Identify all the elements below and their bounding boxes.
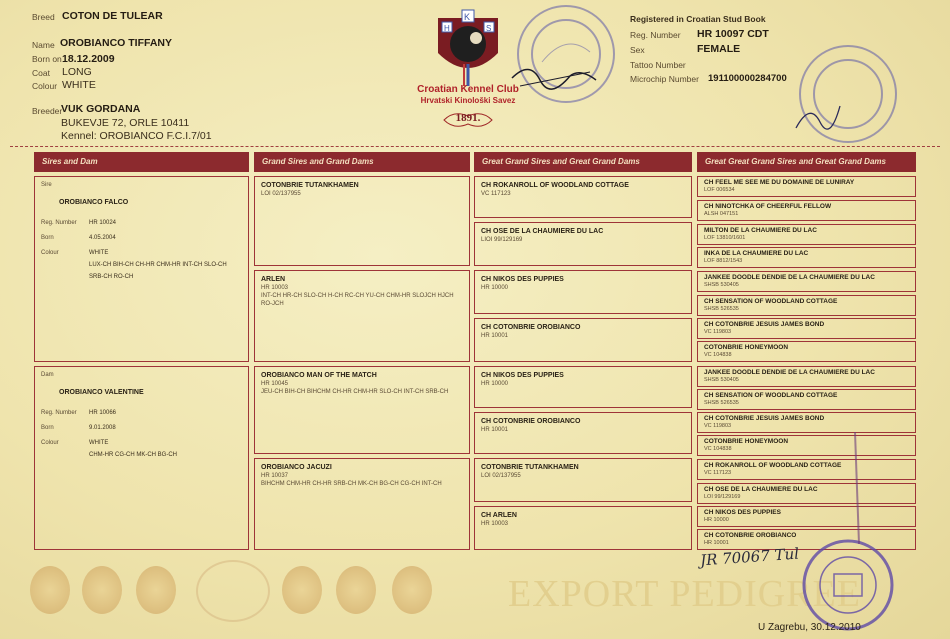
colour-value: WHITE (62, 79, 96, 91)
grand-name: OROBIANCO MAN OF THE MATCH (261, 372, 377, 379)
grand-box (254, 458, 470, 550)
breed-value: COTON DE TULEAR (62, 10, 163, 22)
breeder-address: BUKEVJE 72, ORLE 10411 (61, 117, 190, 129)
great2-reg: LOF 8812/1543 (704, 258, 743, 264)
great2-reg: VC 104838 (704, 352, 732, 358)
grand-reg: HR 10003 (261, 285, 289, 291)
dam-box (34, 366, 249, 550)
medallion-icon (282, 566, 322, 614)
great2-box (697, 200, 916, 221)
great2-reg: HR 10001 (704, 540, 729, 546)
monogram-s: S (486, 24, 492, 33)
great2-box (697, 271, 916, 292)
grand-name: ARLEN (261, 276, 286, 283)
great2-reg: LOF 13810/1601 (704, 235, 746, 241)
great2-name: CH SENSATION OF WOODLAND COTTAGE (704, 392, 838, 399)
dam-reg: HR 10066 (89, 410, 117, 416)
great-box (474, 270, 692, 314)
sex-label: Sex (630, 45, 645, 55)
breeder-label: Breeder (32, 106, 63, 116)
great2-name: COTONBRIE HONEYMOON (704, 438, 789, 445)
colour-label: Colour (32, 81, 58, 91)
great2-reg: SHSB 526535 (704, 400, 739, 406)
great-box (474, 318, 692, 362)
great2-reg: VC 119803 (704, 423, 732, 429)
great2-name: CH FEEL ME SEE ME DU DOMAINE DE LUNIRAY (704, 179, 855, 186)
kss-stamp-icon (800, 536, 896, 634)
great2-box (697, 412, 916, 433)
great2-reg: VC 104838 (704, 446, 732, 452)
great2-reg: HR 10000 (704, 517, 729, 523)
grand-name: COTONBRIE TUTANKHAMEN (261, 182, 359, 189)
great2-name: CH OSE DE LA CHAUMIERE DU LAC (704, 486, 818, 493)
breeder-value: VUK GORDANA (61, 103, 141, 115)
medallion-icon (392, 566, 432, 614)
great2-name: CH COTONBRIE JESUIS JAMES BOND (704, 415, 825, 422)
great2-name: CH NINOTCHKA OF CHEERFUL FELLOW (704, 203, 832, 210)
great2-reg: SHSB 530405 (704, 377, 739, 383)
signature-icon (510, 58, 600, 98)
great-box (474, 176, 692, 218)
sire-born-label: Born (41, 235, 54, 241)
great-name: COTONBRIE TUTANKHAMEN (481, 464, 579, 471)
great2-box (697, 483, 916, 504)
great-name: CH COTONBRIE OROBIANCO (481, 324, 581, 331)
export-pedigree-watermark: EXPORT PEDIGREE (508, 573, 861, 615)
divider (10, 146, 940, 148)
name-value: OROBIANCO TIFFANY (60, 37, 172, 49)
place-date: U Zagrebu, 30.12.2010 (758, 622, 861, 633)
great2-box (697, 506, 916, 527)
great2-name: MILTON DE LA CHAUMIERE DU LAC (704, 227, 817, 234)
great2-name: CH COTONBRIE JESUIS JAMES BOND (704, 321, 825, 328)
great2-name: INKA DE LA CHAUMIERE DU LAC (704, 250, 809, 257)
column-header-grand: Grand Sires and Grand Dams (254, 152, 470, 172)
club-subname: Hrvatski Kinološki Savez (420, 96, 516, 105)
great-reg: VC 117123 (481, 191, 511, 197)
great2-name: CH ROKANROLL OF WOODLAND COTTAGE (704, 462, 842, 469)
date-stamp-icon (845, 428, 867, 548)
club-name: Croatian Kennel Club (417, 84, 519, 95)
dam-titles: CHM-HR CG-CH MK-CH BG-CH (89, 452, 177, 458)
grand-titles: BIHCHM CHM-HR CH-HR SRB-CH MK-CH BG-CH CG-CH INT-CH (261, 481, 442, 487)
dam-role: Dam (41, 372, 54, 378)
great-box (474, 366, 692, 408)
registry-title: Registered in Croatian Stud Book (630, 14, 766, 24)
dam-born-label: Born (41, 425, 54, 431)
sire-born: 4.05.2004 (89, 235, 116, 241)
great2-name: COTONBRIE HONEYMOON (704, 344, 789, 351)
medallion-icon (82, 566, 122, 614)
great2-box (697, 224, 916, 245)
medallion-icon (336, 566, 376, 614)
great2-name: JANKEE DOODLE DENDIE DE LA CHAUMIERE DU LAC (704, 369, 875, 376)
medallion-icon (30, 566, 70, 614)
sire-reg-label: Reg. Number (41, 220, 77, 226)
born-label: Born on (32, 54, 62, 64)
medallion-icon (136, 566, 176, 614)
sire-titles: LUX-CH BIH-CH CH-HR CHM-HR INT-CH SLO-CH SRB-CH RO-CH (89, 262, 227, 280)
tattoo-label: Tattoo Number (630, 60, 686, 70)
great2-box (697, 341, 916, 362)
great2-reg: VC 117123 (704, 470, 732, 476)
sex-value: FEMALE (697, 43, 741, 55)
grand-box (254, 176, 470, 266)
coat-label: Coat (32, 68, 50, 78)
column-header-great: Great Grand Sires and Great Grand Dams (474, 152, 692, 172)
sire-box (34, 176, 249, 362)
grand-reg: HR 10045 (261, 381, 289, 387)
great2-box (697, 318, 916, 339)
sire-name: OROBIANCO FALCO (59, 199, 129, 206)
great2-reg: ALSH 047151 (704, 211, 739, 217)
great-reg: HR 10001 (481, 427, 509, 433)
great-box (474, 458, 692, 502)
great-reg: LIOI 99/129169 (481, 237, 523, 243)
great-name: CH COTONBRIE OROBIANCO (481, 418, 581, 425)
grand-titles: INT-CH HR-CH SLO-CH H-CH RC-CH YU-CH CHM-HR SLOJCH HJCH RO-JCH (261, 293, 454, 307)
great-reg: HR 10000 (481, 381, 509, 387)
dam-name: OROBIANCO VALENTINE (59, 389, 144, 396)
dam-colour-label: Colour (41, 440, 59, 446)
breed-label: Breed (32, 12, 55, 22)
great-box (474, 412, 692, 454)
great-box (474, 506, 692, 550)
reg-value: HR 10097 CDT (697, 28, 769, 40)
great-name: CH OSE DE LA CHAUMIERE DU LAC (481, 228, 604, 235)
grand-titles: JEU-CH BIH-CH BIHCHM CH-HR CHM-HR SLO-CH INT-CH SRB-CH (261, 389, 449, 395)
great2-box (697, 435, 916, 456)
great2-box (697, 366, 916, 387)
great2-reg: VC 119803 (704, 329, 732, 335)
great2-box (697, 295, 916, 316)
grand-name: OROBIANCO JACUZI (261, 464, 332, 471)
grand-reg: HR 10037 (261, 473, 289, 479)
great-reg: HR 10003 (481, 521, 509, 527)
club-year: 1891. (455, 112, 481, 124)
monogram-h: H (444, 24, 450, 33)
great-box (474, 222, 692, 266)
sire-colour: WHITE (89, 250, 109, 256)
coat-value: LONG (62, 66, 92, 78)
breeder-kennel: Kennel: OROBIANCO F.C.I.7/01 (61, 130, 212, 142)
great-reg: HR 10001 (481, 333, 509, 339)
monogram-k: K (464, 12, 471, 22)
great2-box (697, 459, 916, 480)
sire-role: Sire (41, 182, 52, 188)
great2-box (697, 247, 916, 268)
name-label: Name (32, 40, 55, 50)
column-header-sires: Sires and Dam (34, 152, 249, 172)
grand-box (254, 270, 470, 362)
emblem-watermark-icon (196, 560, 270, 622)
great2-reg: SHSB 526535 (704, 306, 739, 312)
sire-colour-label: Colour (41, 250, 59, 256)
great2-name: CH COTONBRIE OROBIANCO (704, 532, 797, 539)
born-value: 18.12.2009 (62, 53, 115, 65)
great2-reg: LOF 006534 (704, 187, 735, 193)
great2-box (697, 176, 916, 197)
great-reg: LOI 02/137955 (481, 473, 521, 479)
reg-label: Reg. Number (630, 30, 681, 40)
great-name: CH NIKOS DES PUPPIES (481, 276, 564, 283)
grand-reg: LOI 02/137955 (261, 191, 301, 197)
great2-reg: SHSB 530405 (704, 282, 739, 288)
column-header-great2: Great Great Grand Sires and Great Grand Dams (697, 152, 916, 172)
great2-name: CH NIKOS DES PUPPIES (704, 509, 781, 516)
dam-born: 9.01.2008 (89, 425, 116, 431)
grand-box (254, 366, 470, 454)
dam-colour: WHITE (89, 440, 109, 446)
official-stamp-2-icon (790, 42, 908, 146)
club-emblem-icon (428, 8, 508, 88)
great2-reg: LOI 99/129169 (704, 494, 741, 500)
microchip-value: 191100000284700 (708, 73, 787, 84)
handwritten-reg: JR 70067 Tul (699, 544, 800, 570)
great2-box (697, 389, 916, 410)
great-name: CH ARLEN (481, 512, 517, 519)
great-reg: HR 10000 (481, 285, 509, 291)
great2-name: CH SENSATION OF WOODLAND COTTAGE (704, 298, 838, 305)
great-name: CH ROKANROLL OF WOODLAND COTTAGE (481, 182, 629, 189)
great2-name: JANKEE DOODLE DENDIE DE LA CHAUMIERE DU LAC (704, 274, 875, 281)
great-name: CH NIKOS DES PUPPIES (481, 372, 564, 379)
sire-reg: HR 10024 (89, 220, 117, 226)
microchip-label: Microchip Number (630, 74, 699, 84)
dam-reg-label: Reg. Number (41, 410, 77, 416)
